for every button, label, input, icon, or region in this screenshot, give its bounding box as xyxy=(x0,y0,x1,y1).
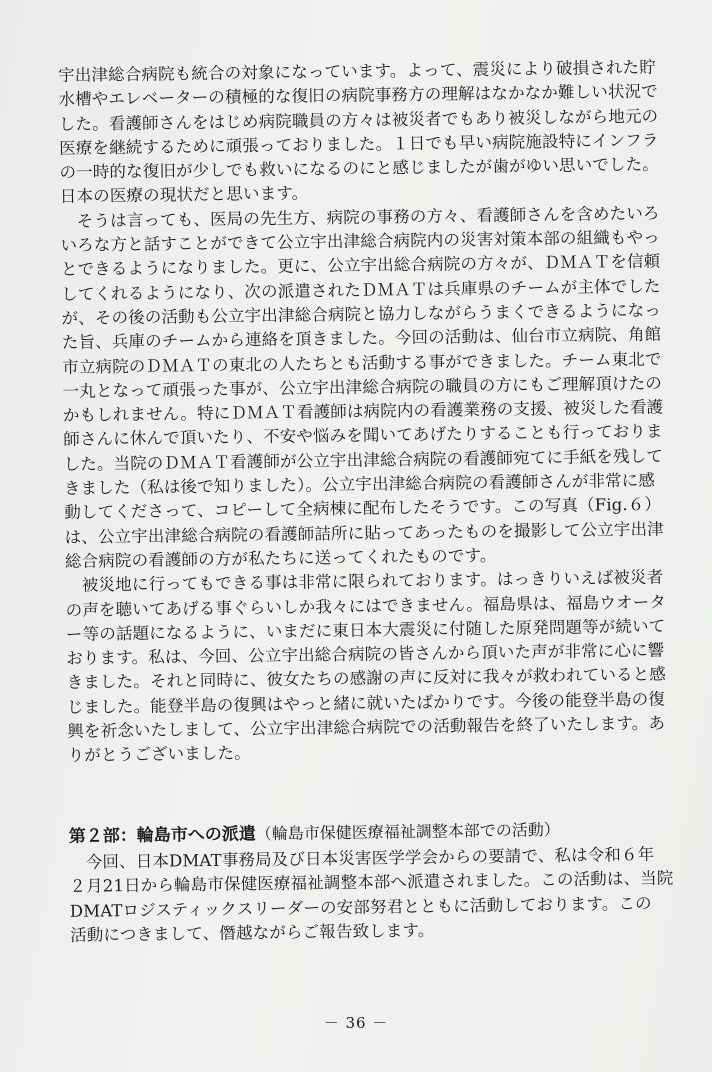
paragraph-line: ー等の話題になるように、いまだに東日本大震災に付随した原発問題等が続いて xyxy=(65,616,666,644)
paragraph-line: 市立病院のＤＭＡＴの東北の人たちとも活動する事ができました。チーム東北で xyxy=(62,349,662,377)
paragraph-line: した。看護師さんをはじめ病院職員の方々は被災者でもあり被災しながら地元の xyxy=(58,106,659,134)
paragraph-line: は、公立宇出津総合病院の看護師詰所に貼ってあったものを撮影して公立宇出津 xyxy=(64,519,664,547)
paragraph-line: りがとうございました。 xyxy=(67,743,251,766)
paragraph-line: 師さんに休んで頂いたり、不安や悩みを聞いてあげたりすることも行っておりま xyxy=(63,422,663,450)
paragraph-line: ２月21日から輪島市保健医療福祉調整本部へ派遣されました。この活動は、当院 xyxy=(69,868,674,897)
paragraph-dmat-cooperation xyxy=(60,201,685,574)
document-page xyxy=(58,55,690,948)
paragraph-line: 医療を継続するために頑張っておりました。１日でも早い病院施設特にインフラ xyxy=(59,130,659,158)
paragraph-line: かもしれません。特にＤＭＡＴ看護師は病院内の看護業務の支援、被災した看護 xyxy=(62,397,664,426)
paragraph-line: が、その後の活動も公立宇出津総合病院と協力しながらうまくできるようになっ xyxy=(61,300,662,328)
section-wajima-dispatch xyxy=(69,816,691,948)
paragraph-line: 総合病院の看護師の方が私たちに送ってくれたものです。 xyxy=(64,545,497,571)
paragraph-line: そうは言っても、医局の先生方、病院の事務の方々、看護師さんを含めたいろ xyxy=(60,203,660,231)
paragraph-line: 今回、日本DMAT事務局及び日本災害医学学会からの要請で、私は令和６年 xyxy=(69,844,655,872)
paragraph-line: してくれるようになり、次の派遣されたＤＭＡＴは兵庫県のチームが主体でした xyxy=(61,276,661,304)
section-title: 第２部：輪島市への派遣 xyxy=(68,823,256,847)
paragraph-line: の声を聴いてあげる事ぐらいしか我々にはできません。福島県は、福島ウオータ xyxy=(65,592,667,620)
paragraph-line: じました。能登半島の復興はやっと緒に就いたばかりです。今後の能登半島の復 xyxy=(66,689,666,717)
paragraph-line: きました（私は後で知りました）。公立宇出津総合病院の看護師さんが非常に感 xyxy=(63,470,656,499)
paragraph-line: た旨、兵庫のチームから連絡を頂きました。今回の活動は、仙台市立病院、角館 xyxy=(61,324,662,353)
paragraph-line: の一時的な復旧が少しでも救いになるのにと感じましたが歯がゆい思いでした。 xyxy=(59,154,659,183)
paragraph-line: きました。それと同時に、彼女たちの感謝の声に反対に我々が救われていると感 xyxy=(66,664,667,693)
paragraph-line: DMATロジスティックスリーダーの安部努君とともに活動しております。この xyxy=(69,893,652,921)
paragraph-line: 水槽やエレベーターの積極的な復旧の病院事務方の理解はなかなか難しい状況で xyxy=(58,81,658,110)
paragraph-closing-remarks xyxy=(65,566,688,769)
paragraph-wajima-intro xyxy=(69,842,690,948)
paragraph-hospital-recovery xyxy=(58,55,680,209)
paragraph-line: 一丸となって頑張った事が、公立宇出津総合病院の職員の方にもご理解頂けたの xyxy=(62,373,663,401)
paragraph-line: 活動につきまして、僭越ながらご報告致します。 xyxy=(70,920,435,945)
section-subtitle: （輪島市保健医療福祉調整本部での活動） xyxy=(255,819,560,843)
paragraph-line: 日本の医療の現状だと思います。 xyxy=(59,184,309,207)
paragraph-line: 宇出津総合病院も統合の対象になっています。よって、震災により破損された貯 xyxy=(58,57,656,85)
paragraph-line: いろな方と話すことができて公立宇出津総合病院内の災害対策本部の組織もやっ xyxy=(60,227,661,256)
paragraph-line: おります。私は、今回、公立宇出総合病院の皆さんから頂いた声が非常に心に響 xyxy=(66,640,665,669)
paragraph-line: 動してくださって、コピーして全病棟に配布したそうです。この写真（Fig.６） xyxy=(64,494,662,523)
paragraph-line: した。当院のＤＭＡＴ看護師が公立宇出津総合病院の看護師宛てに手紙を残して xyxy=(63,446,664,474)
page-number: － 36 － xyxy=(323,1014,389,1032)
paragraph-line: とできるようになりました。更に、公立宇出総合病院の方々が、ＤＭＡＴを信頼 xyxy=(60,251,661,280)
paragraph-line: 興を祈念いたしまして、公立宇出津総合病院での活動報告を終了いたします。あ xyxy=(67,713,666,741)
paragraph-line: 被災地に行ってもできる事は非常に限られております。はっきりいえば被災者 xyxy=(65,567,664,596)
